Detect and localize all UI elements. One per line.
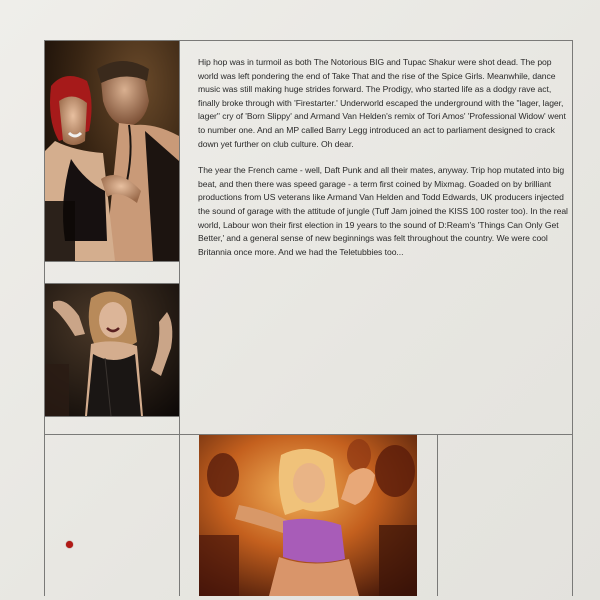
red-dot-marker xyxy=(66,541,73,548)
frame-row-line-3 xyxy=(44,416,180,417)
article-paragraph-1997: The year the French came - well, Daft Punk and all their mates, anyway. Trip hop mutated into big beat, and then there was speed garage - a term first coined by Mixmag. Goaded on by brilliant productions from US veterans like Armand Van Helden and Todd Edwards, UK producers injected the sound of garage with the attitude of jungle (Tuff Jam joined the KISS 100 roster too). In the real world, Labour won their first election in 19 years to the sound of D:Ream's 'Things Can Only Get Better,' and a general sense of new beginnings was felt throughout the country. We were cool Britannia once more. And we had the Teletubbies too... xyxy=(198,165,568,257)
frame-column-line-1 xyxy=(179,40,180,596)
frame-row-line-1 xyxy=(44,261,180,262)
frame-column-line-2 xyxy=(437,434,438,596)
photo-dancing-girl xyxy=(45,284,179,416)
frame-right-line xyxy=(572,40,573,596)
article-text xyxy=(198,56,568,272)
photo-couple-clubbers xyxy=(45,41,179,261)
article-paragraph-1996: Hip hop was in turmoil as both The Notorious BIG and Tupac Shakur were shot dead. The pop world was left pondering the end of Take That and the rise of the Spice Girls. Meanwhile, dance music was still making huge strides forward. The Prodigy, who started life as a dodgy rave act, finally broke through with 'Firestarter.' Underworld escaped the underground with the "lager, lager, lager" cry of 'Born Slippy' and Armand Van Helden's remix of Tori Amos' 'Professional Widow' went to number one. And an MP called Barry Legg introduced an act to parliament designed to crack down yet further on club culture. Oh dear. xyxy=(198,57,566,149)
photo-dancing-crowd xyxy=(199,435,417,596)
